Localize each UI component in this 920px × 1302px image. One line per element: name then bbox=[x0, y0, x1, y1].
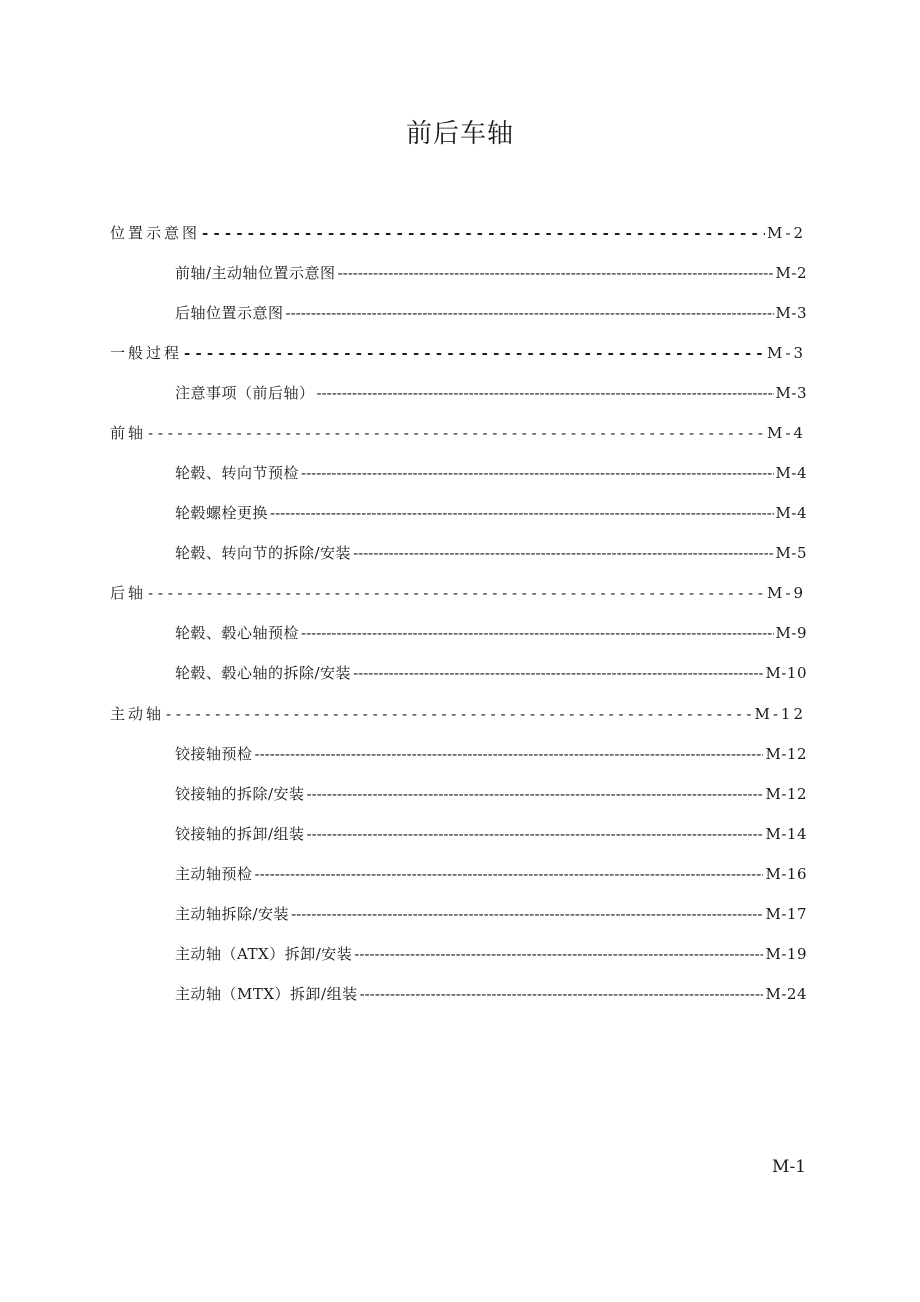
toc-entry-label: 轮毂螺栓更换 bbox=[175, 504, 269, 522]
toc-entry-label: 后轴 bbox=[110, 584, 147, 602]
toc-dot-leader bbox=[307, 821, 764, 847]
toc-entry[interactable] bbox=[175, 540, 807, 566]
toc-entry-page: M-12 bbox=[765, 745, 807, 763]
toc-dot-leader bbox=[255, 741, 764, 767]
toc-entry-label: 主动轴预检 bbox=[175, 865, 253, 883]
toc-dot-leader bbox=[307, 781, 764, 807]
toc-entry[interactable] bbox=[110, 580, 806, 606]
toc-entry[interactable] bbox=[175, 941, 807, 967]
toc-entry[interactable] bbox=[175, 620, 807, 646]
toc-dot-leader bbox=[202, 220, 765, 246]
toc-entry-page: M-2 bbox=[767, 224, 806, 242]
toc-entry-page: M-9 bbox=[767, 584, 806, 602]
toc-entry-page: M-4 bbox=[775, 464, 807, 482]
toc-dot-leader bbox=[255, 861, 764, 887]
toc-dot-leader bbox=[148, 580, 765, 606]
toc-entry-page: M-24 bbox=[765, 985, 807, 1003]
toc-entry-label: 轮毂、毂心轴预检 bbox=[175, 624, 300, 642]
toc-entry[interactable] bbox=[175, 821, 807, 847]
toc-entry[interactable] bbox=[175, 741, 807, 767]
toc-entry-label: 轮毂、转向节的拆除/安装 bbox=[175, 544, 352, 562]
toc-entry[interactable] bbox=[110, 420, 806, 446]
toc-dot-leader bbox=[291, 901, 763, 927]
toc-entry-page: M-16 bbox=[765, 865, 807, 883]
toc-entry-label: 主动轴（ATX）拆卸/安装 bbox=[175, 945, 353, 963]
toc-entry[interactable] bbox=[110, 701, 806, 727]
toc-entry[interactable] bbox=[175, 981, 807, 1007]
toc-entry[interactable] bbox=[175, 781, 807, 807]
toc-entry-page: M-19 bbox=[765, 945, 807, 963]
toc-entry-label: 主动轴 bbox=[110, 705, 165, 723]
toc-entry-label: 铰接轴的拆卸/组装 bbox=[175, 825, 305, 843]
toc-entry[interactable] bbox=[175, 300, 807, 326]
toc-entry-page: M-4 bbox=[775, 504, 807, 522]
toc-entry-label: 铰接轴预检 bbox=[175, 745, 253, 763]
toc-entry-label: 一般过程 bbox=[110, 344, 183, 362]
toc-entry[interactable] bbox=[110, 340, 806, 366]
toc-dot-leader bbox=[353, 660, 763, 686]
toc-entry-label: 前轴/主动轴位置示意图 bbox=[175, 264, 336, 282]
toc-entry-label: 轮毂、毂心轴的拆除/安装 bbox=[175, 664, 352, 682]
toc-entry-page: M-14 bbox=[765, 825, 807, 843]
toc-entry-page: M-9 bbox=[775, 624, 807, 642]
toc-entry-label: 位置示意图 bbox=[110, 224, 201, 242]
toc-entry[interactable] bbox=[175, 460, 807, 486]
toc-dot-leader bbox=[148, 420, 765, 446]
toc-entry-label: 主动轴拆除/安装 bbox=[175, 905, 290, 923]
toc-entry-label: 注意事项（前后轴） bbox=[175, 384, 315, 402]
toc-entry[interactable] bbox=[175, 260, 807, 286]
toc-entry-label: 轮毂、转向节预检 bbox=[175, 464, 300, 482]
toc-entry-page: M-5 bbox=[775, 544, 807, 562]
toc-dot-leader bbox=[286, 300, 774, 326]
toc-entry-label: 主动轴（MTX）拆卸/组装 bbox=[175, 985, 358, 1003]
toc-entry-page: M-4 bbox=[767, 424, 806, 442]
toc-entry-page: M-3 bbox=[775, 384, 807, 402]
toc-entry-label: 前轴 bbox=[110, 424, 147, 442]
toc-entry-page: M-17 bbox=[765, 905, 807, 923]
toc-entry-page: M-12 bbox=[754, 705, 806, 723]
toc-entry[interactable] bbox=[175, 660, 807, 686]
toc-dot-leader bbox=[301, 620, 774, 646]
toc-entry-page: M-10 bbox=[765, 664, 807, 682]
toc-entry-label: 铰接轴的拆除/安装 bbox=[175, 785, 305, 803]
toc-dot-leader bbox=[301, 460, 774, 486]
toc-dot-leader bbox=[354, 941, 763, 967]
toc-dot-leader bbox=[184, 340, 765, 366]
toc-entry[interactable] bbox=[175, 500, 807, 526]
toc-entry-page: M-3 bbox=[767, 344, 806, 362]
toc-entry-page: M-2 bbox=[775, 264, 807, 282]
page-title: 前后车轴 bbox=[405, 119, 514, 149]
toc-dot-leader bbox=[353, 540, 773, 566]
toc-dot-leader bbox=[338, 260, 774, 286]
toc-entry[interactable] bbox=[175, 380, 807, 406]
toc-entry[interactable] bbox=[110, 220, 806, 246]
toc-dot-leader bbox=[317, 380, 774, 406]
page-number: M-1 bbox=[772, 1157, 806, 1177]
toc-entry[interactable] bbox=[175, 901, 807, 927]
toc-dot-leader bbox=[360, 981, 764, 1007]
toc-entry-label: 后轴位置示意图 bbox=[175, 304, 284, 322]
toc-entry[interactable] bbox=[175, 861, 807, 887]
toc-entry-page: M-12 bbox=[765, 785, 807, 803]
toc-entry-page: M-3 bbox=[775, 304, 807, 322]
toc-dot-leader bbox=[270, 500, 774, 526]
toc-dot-leader bbox=[166, 701, 752, 727]
